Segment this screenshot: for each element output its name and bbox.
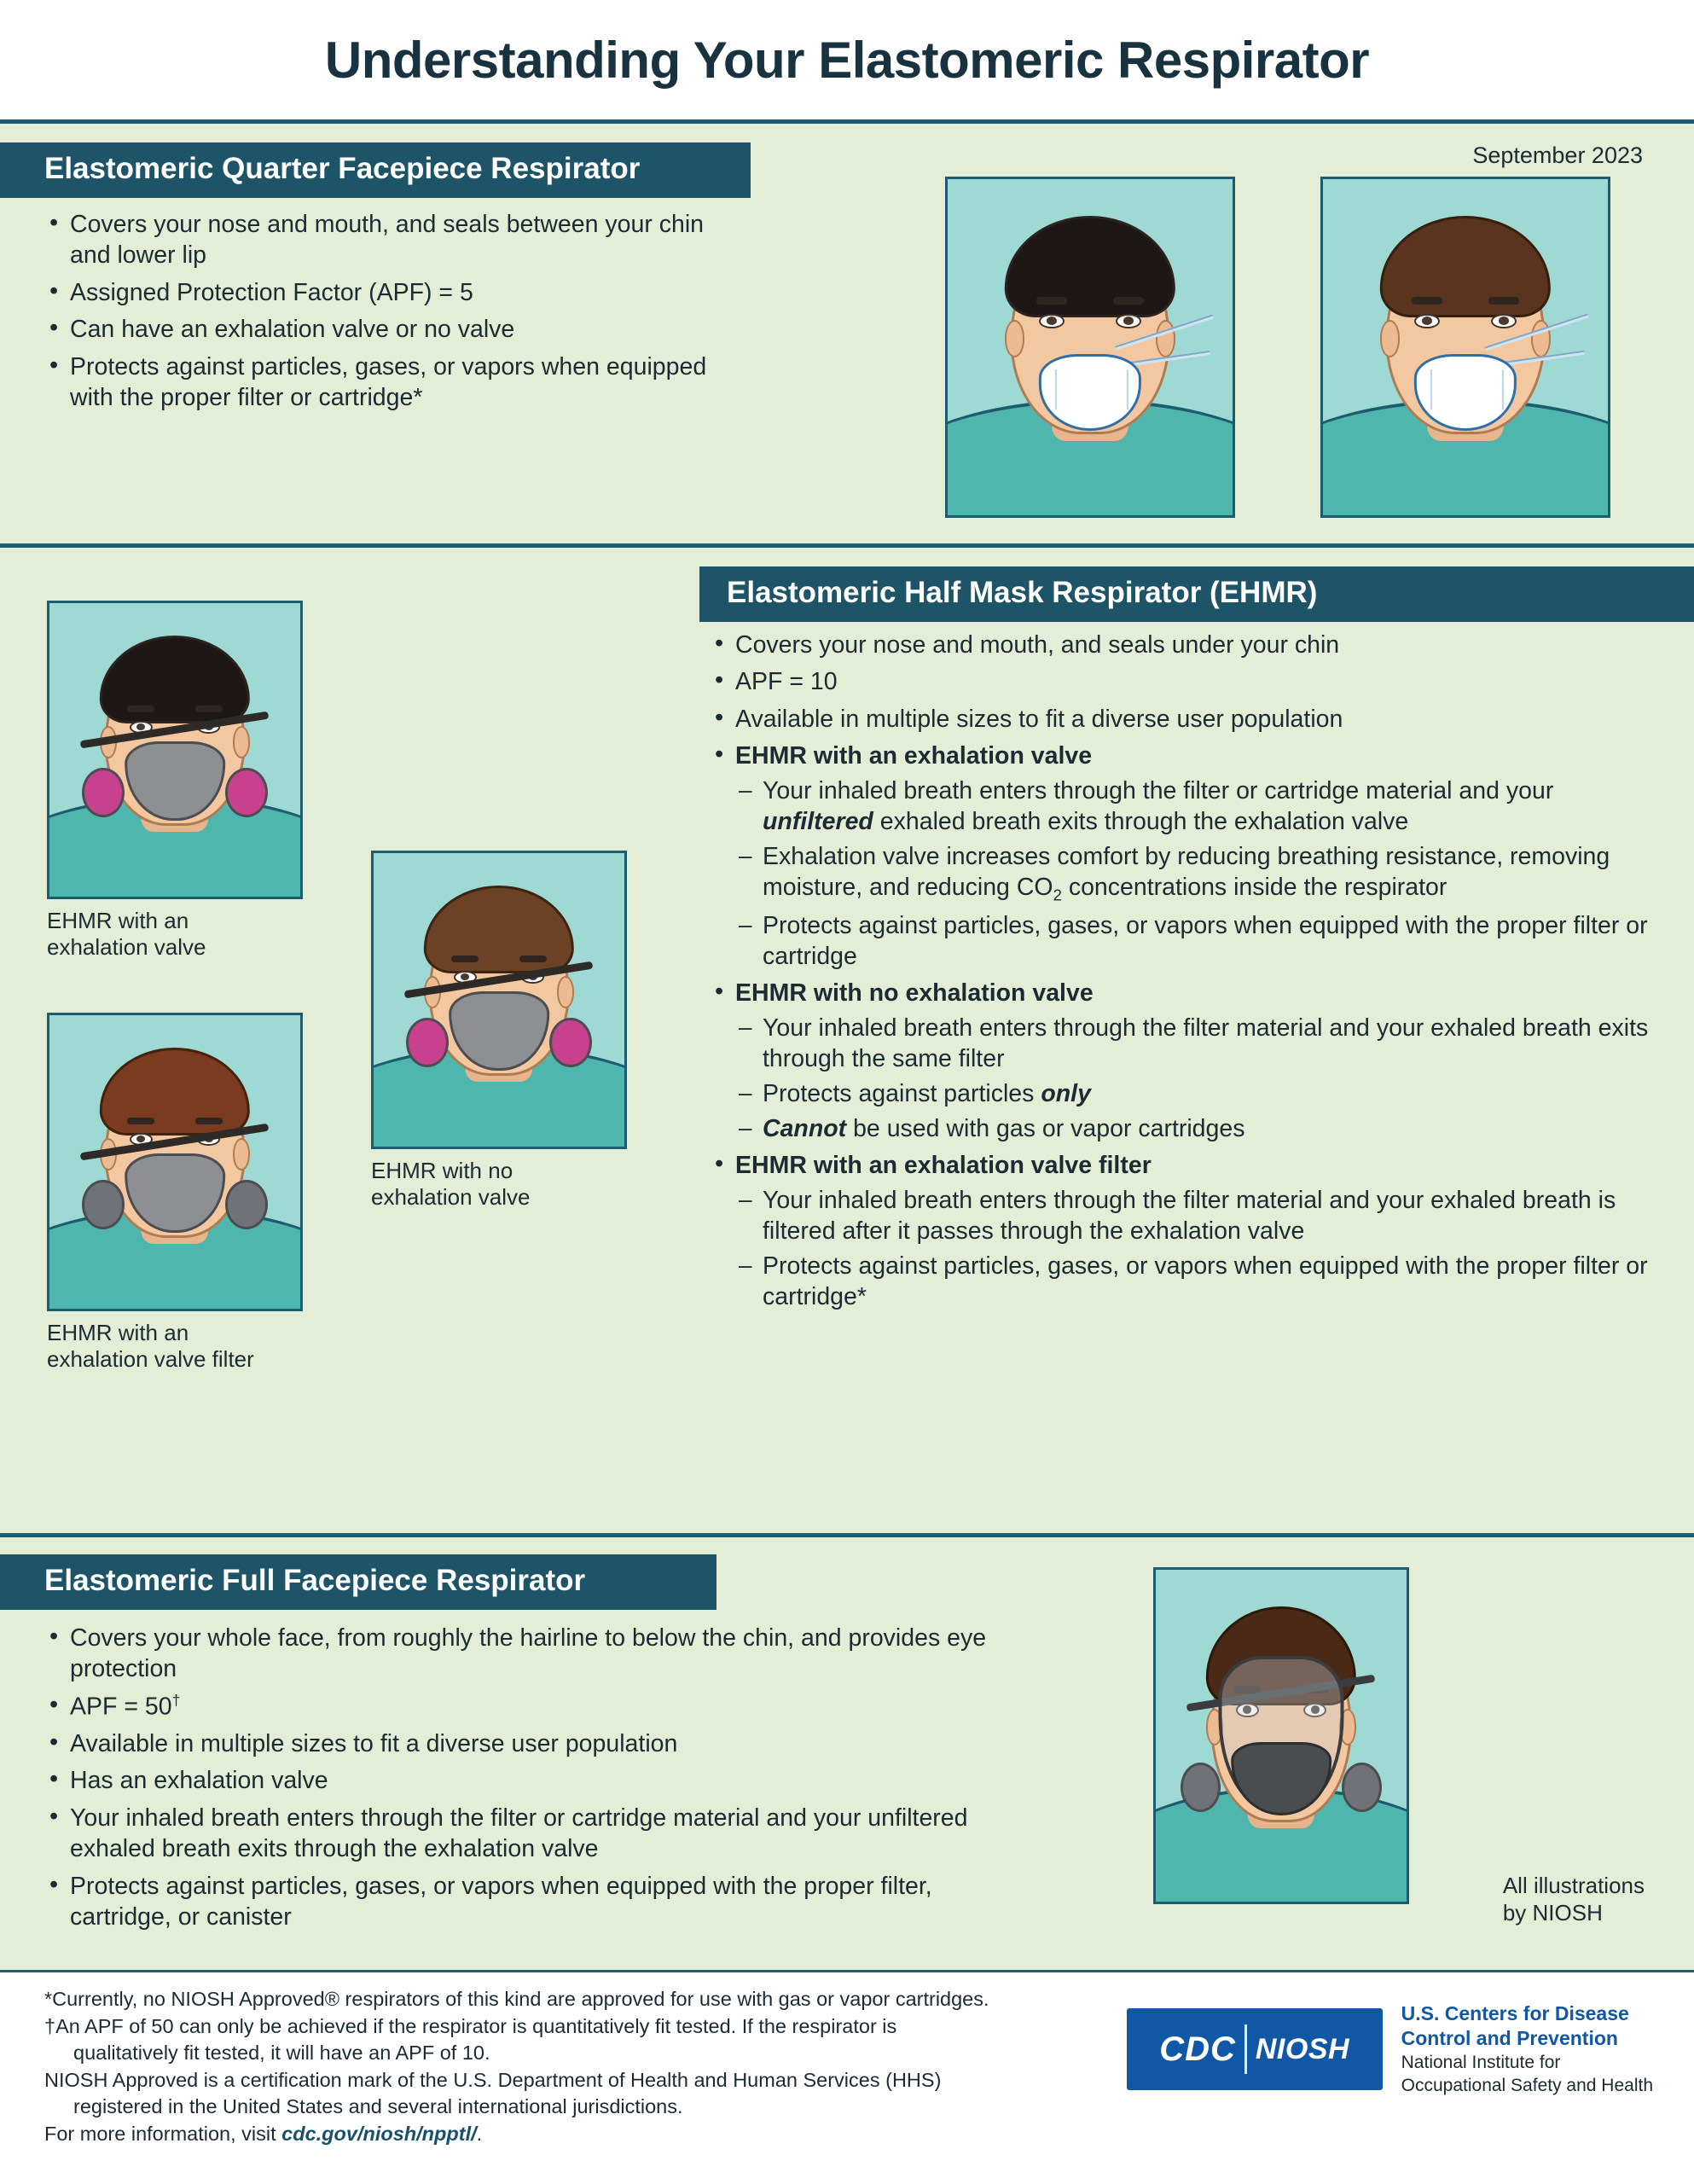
logo-divider	[1244, 2024, 1247, 2074]
footnote-1: *Currently, no NIOSH Approved® respirators of this kind are approved for use with gas or vapor cartridges.	[44, 1988, 989, 2010]
half-group-no-valve-item-2: – Protects against particles only	[735, 1078, 1656, 1109]
full-bullet-5: • Your inhaled breath enters through the filter or cartridge material and your unfiltered exhaled breath exits through the exhalation valve	[44, 1803, 1034, 1865]
footnote-2-line2: qualitatively fit tested, it will have an APF of 10.	[73, 2042, 490, 2065]
caption-ehmr-valve-filter: EHMR with an exhalation valve filter	[47, 1320, 254, 1373]
footnote-4-suffix: .	[476, 2123, 483, 2146]
quarter-section-heading: Elastomeric Quarter Facepiece Respirator	[0, 142, 751, 198]
page-title: Understanding Your Elastomeric Respirator	[324, 31, 1370, 89]
half-section-heading: Elastomeric Half Mask Respirator (EHMR)	[699, 566, 1694, 622]
half-group-valve-item-3: – Protects against particles, gases, or vapors when equipped with the proper filter or cartridge	[735, 910, 1656, 972]
quarter-bullet-4: • Protects against particles, gases, or vapors when equipped with the proper filter or cartridge*	[44, 351, 744, 414]
section-quarter-facepiece	[0, 119, 1694, 548]
half-bullet-3: • Available in multiple sizes to fit a diverse user population	[710, 704, 1656, 735]
footnote-3-line2: registered in the United States and several international jurisdictions.	[73, 2095, 683, 2118]
publication-date: September 2023	[1472, 142, 1643, 168]
half-group-valve-filter-label: EHMR with an exhalation valve filter	[735, 1152, 1152, 1180]
cdc-wordmark: CDC	[1159, 2030, 1236, 2068]
half-group-valve-item-2: – Exhalation valve increases comfort by reducing breathing resistance, removing moisture, and reducing $CO_2$ concentrations inside the respirator	[735, 841, 1656, 905]
section-half-mask	[0, 548, 1694, 1537]
quarter-bullet-list	[44, 209, 744, 420]
illustration-credit	[1503, 1873, 1645, 1926]
agency-name-block	[1401, 2001, 1653, 2098]
half-bullet-1: • Covers your nose and mouth, and seals under your chin	[710, 630, 1656, 660]
illustration-quarter-brown-hair	[1320, 177, 1610, 518]
caption-ehmr-no-valve: EHMR with no exhalation valve	[371, 1158, 531, 1211]
half-group-no-valve	[710, 978, 1656, 1144]
footnote-2-line1: †An APF of 50 can only be achieved if the respirator is quantitatively fit tested. If the respirator is	[44, 2015, 897, 2038]
full-bullet-1: • Covers your whole face, from roughly the hairline to below the chin, and provides eye protection	[44, 1623, 1034, 1685]
footnote-4-prefix: For more information, visit	[44, 2123, 282, 2146]
half-bullet-list	[710, 630, 1656, 1318]
half-group-no-valve-item-1: – Your inhaled breath enters through the filter material and your exhaled breath exits through the same filter	[735, 1013, 1656, 1074]
niosh-wordmark: NIOSH	[1255, 2032, 1350, 2065]
half-group-valve-item-1: – Your inhaled breath enters through the filter or cartridge material and your unfiltered exhaled breath exits through the exhalation valve	[735, 775, 1656, 837]
agency-line-4: Occupational Safety and Health	[1401, 2075, 1653, 2095]
half-group-valve-filter	[710, 1150, 1656, 1312]
footer	[0, 1972, 1694, 2146]
half-bullet-2: • APF = 10	[710, 666, 1656, 697]
half-group-no-valve-item-3: – Cannot be used with gas or vapor cartridges	[735, 1113, 1656, 1144]
agency-line-3: National Institute for	[1401, 2052, 1561, 2072]
agency-line-2: Control and Prevention	[1401, 2027, 1618, 2050]
full-bullet-2: • APF = 50†	[44, 1691, 1034, 1722]
illustration-ehmr-no-valve-wrap	[371, 851, 627, 1211]
footnote-4	[44, 2121, 1051, 2147]
cdc-niosh-logo	[1127, 2008, 1383, 2090]
quarter-bullet-3: • Can have an exhalation valve or no valve	[44, 314, 744, 345]
illustration-full-facepiece-wrap	[1153, 1567, 1409, 1904]
caption-ehmr-valve: EHMR with an exhalation valve	[47, 908, 206, 961]
illustration-ehmr-valve-filter-wrap	[47, 1013, 303, 1373]
full-bullet-3: • Available in multiple sizes to fit a diverse user population	[44, 1728, 1034, 1759]
agency-logos	[1127, 2001, 1653, 2098]
full-section-heading: Elastomeric Full Facepiece Respirator	[0, 1554, 716, 1610]
illustration-ehmr-valve	[47, 601, 303, 899]
agency-line-1: U.S. Centers for Disease	[1401, 2002, 1629, 2024]
full-bullet-list	[44, 1623, 1034, 1939]
half-group-valve	[710, 741, 1656, 972]
illustration-full-facepiece	[1153, 1567, 1409, 1904]
half-group-no-valve-label: EHMR with no exhalation valve	[735, 979, 1094, 1008]
illustration-quarter-dark-hair	[945, 177, 1235, 518]
illustration-ehmr-valve-wrap	[47, 601, 303, 961]
npptl-link[interactable]: cdc.gov/niosh/npptl/	[281, 2123, 477, 2146]
half-group-valve-filter-item-1: – Your inhaled breath enters through the filter material and your exhaled breath is filtered after it passes through the exhalation valve	[735, 1185, 1656, 1246]
footnote-3	[44, 2067, 1051, 2120]
footnote-2	[44, 2013, 1051, 2066]
half-illustrations	[0, 548, 695, 1533]
full-bullet-4: • Has an exhalation valve	[44, 1765, 1034, 1796]
quarter-bullet-1: • Covers your nose and mouth, and seals between your chin and lower lip	[44, 209, 744, 271]
section-full-facepiece	[0, 1537, 1694, 1972]
half-group-valve-label: EHMR with an exhalation valve	[735, 742, 1093, 770]
full-bullet-6: • Protects against particles, gases, or vapors when equipped with the proper filter, cartridge, or canister	[44, 1871, 1034, 1933]
illustration-ehmr-no-valve	[371, 851, 627, 1149]
illustration-credit-line1: All illustrations	[1502, 1873, 1645, 1898]
illustration-credit-line2: by NIOSH	[1502, 1899, 1603, 1926]
page-title-bar	[0, 0, 1694, 119]
quarter-bullet-2: • Assigned Protection Factor (APF) = 5	[44, 277, 744, 308]
half-group-valve-filter-item-2: – Protects against particles, gases, or vapors when equipped with the proper filter or cartridge*	[735, 1251, 1656, 1312]
illustration-ehmr-valve-filter	[47, 1013, 303, 1311]
quarter-illustrations	[945, 177, 1610, 518]
footnote-3-line1: NIOSH Approved is a certification mark of the U.S. Department of Health and Human Services (HHS)	[44, 2069, 942, 2092]
